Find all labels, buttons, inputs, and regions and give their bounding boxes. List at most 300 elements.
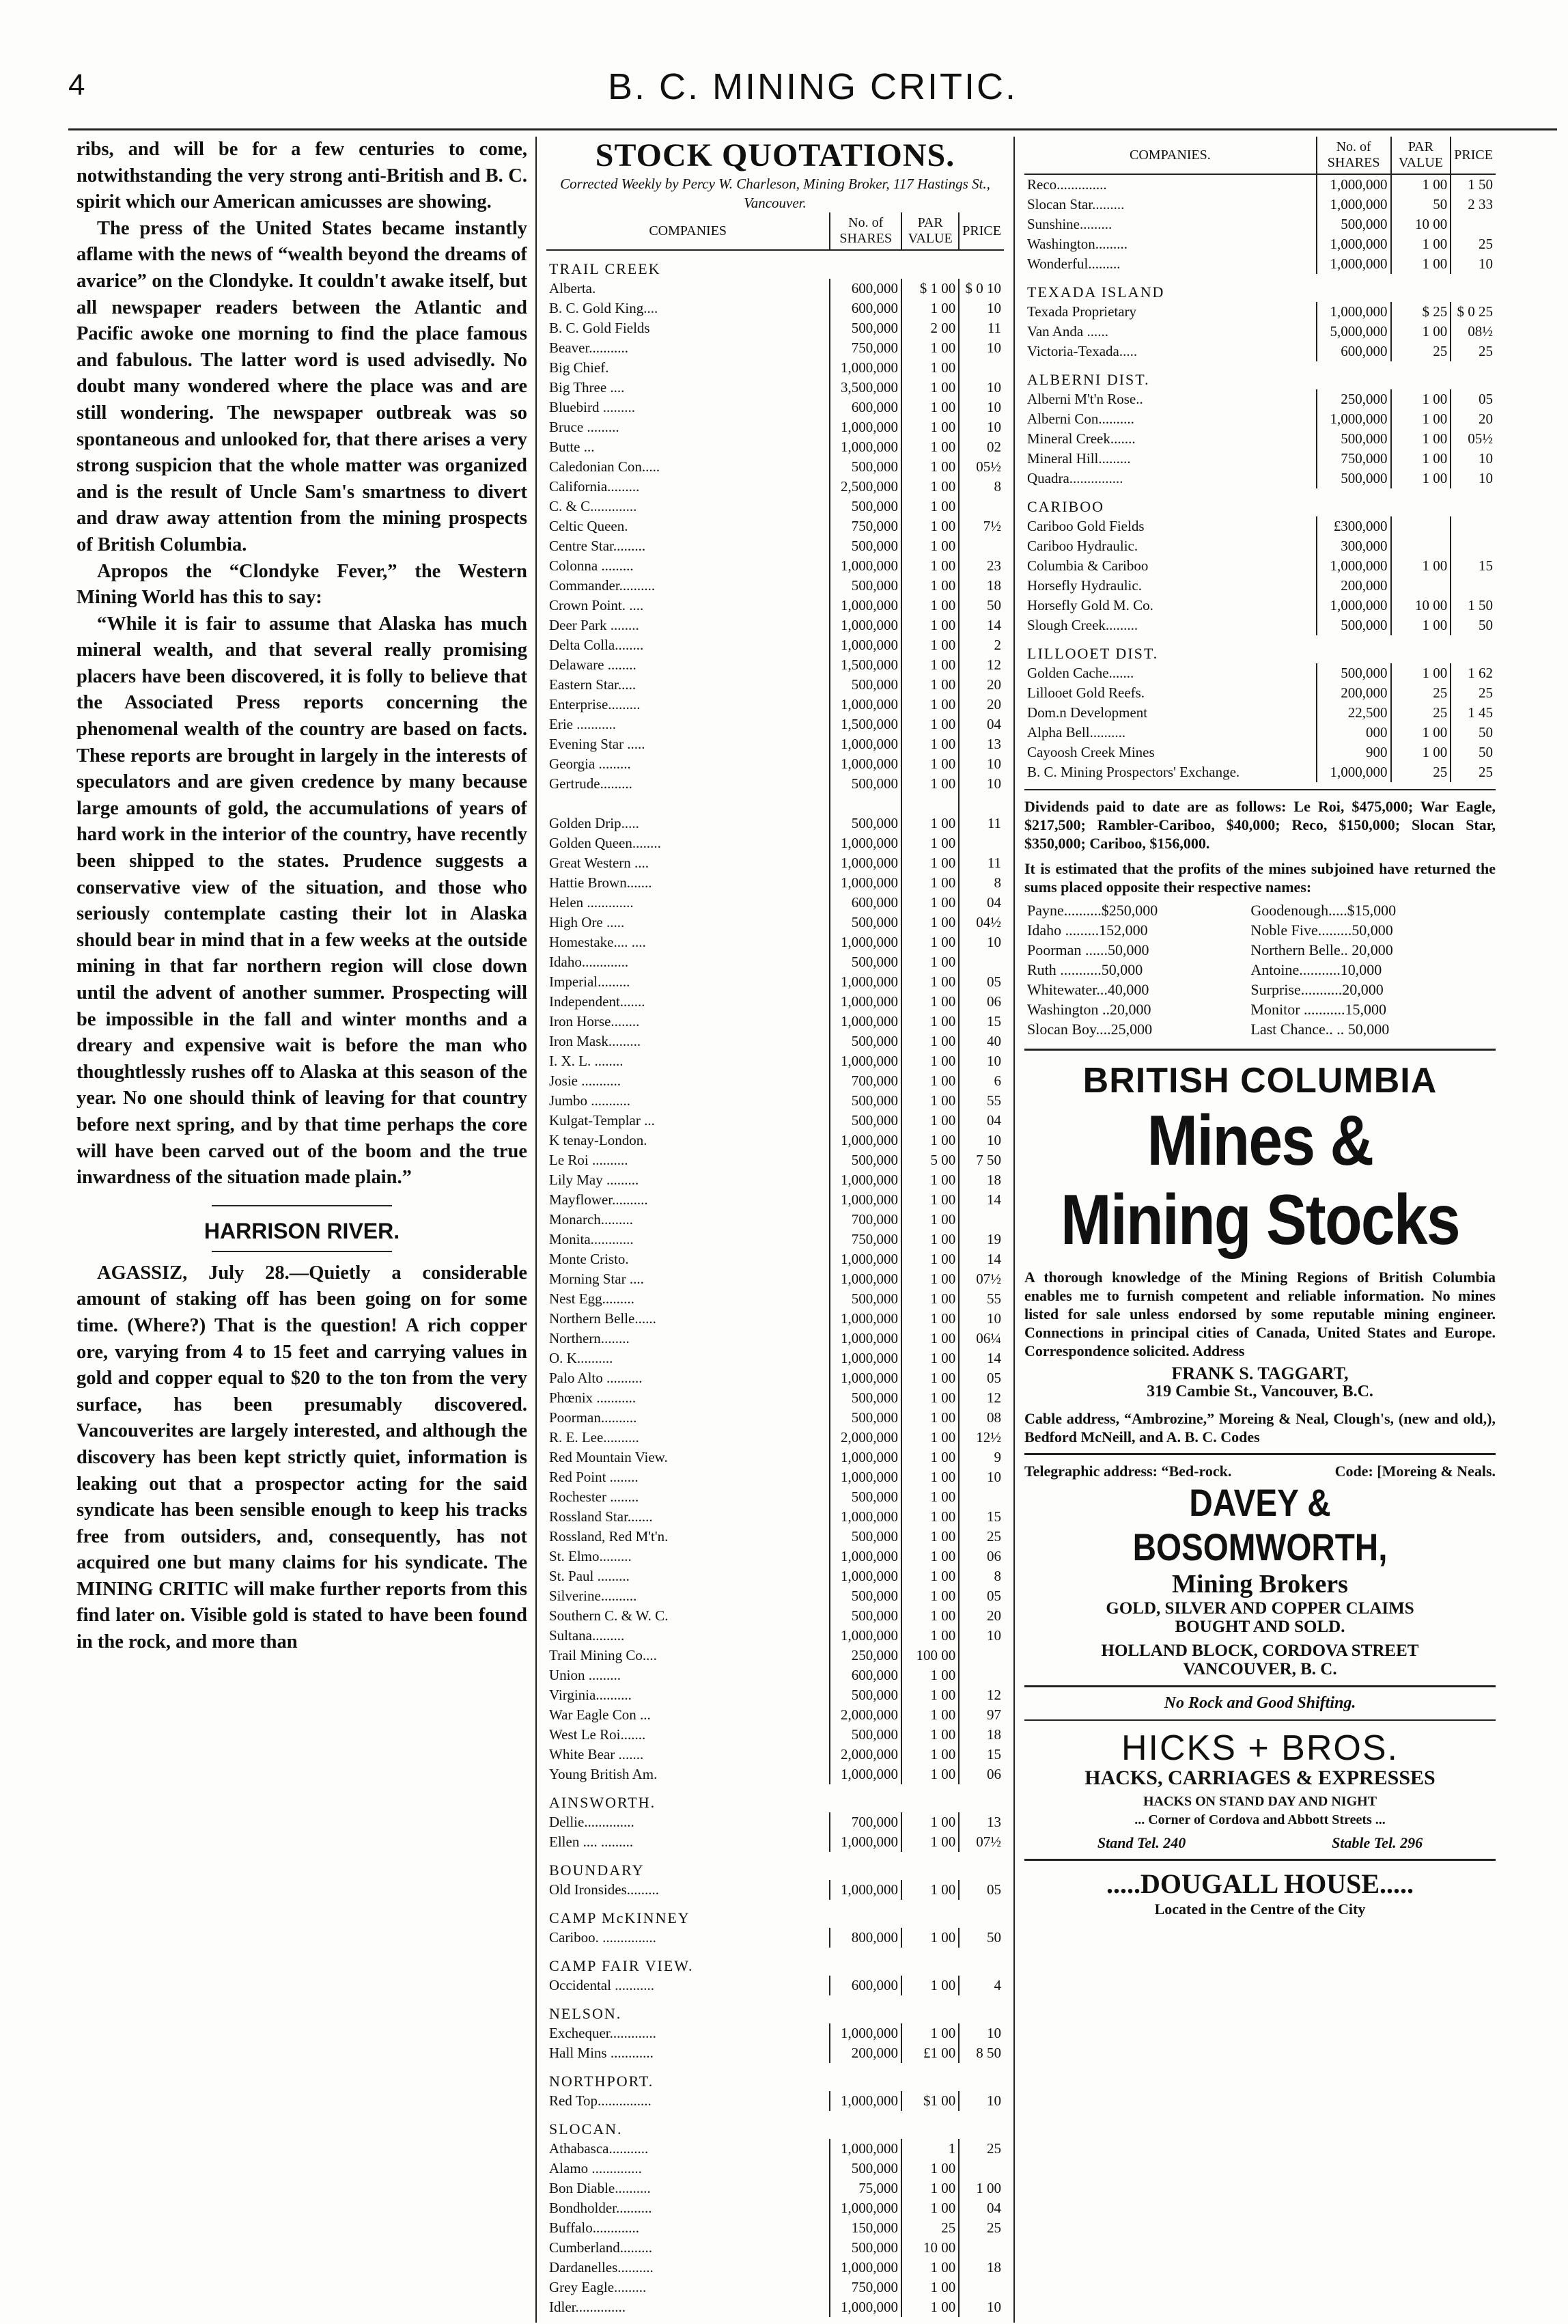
group-label: CARIBOO [1027, 498, 1105, 515]
shares-cell: 200,000 [1317, 576, 1391, 596]
price-cell: 05 [1451, 389, 1496, 409]
par-cell: 1 00 [901, 1329, 959, 1348]
table-row [546, 1487, 1004, 1507]
price-cell [959, 358, 1004, 378]
par-cell: 1 00 [901, 417, 959, 437]
profit-row [1024, 980, 1496, 999]
ad-line: HACKS ON STAND DAY AND NIGHT [1143, 1794, 1377, 1809]
company-cell: Kulgat-Templar ... [549, 1112, 655, 1129]
par-cell: 5 00 [901, 1150, 959, 1170]
price-cell [959, 2238, 1004, 2258]
price-cell: 12 [959, 1388, 1004, 1408]
par-cell: £1 00 [901, 2043, 959, 2063]
masthead-title: B. C. MINING CRITIC. [608, 66, 1018, 107]
par-cell: 1 00 [901, 1487, 959, 1507]
article-paragraph: Apropos the “Clondyke Fever,” the Western Mining World has this to say: [76, 560, 527, 609]
table-row [1024, 703, 1496, 723]
price-cell: 20 [1451, 409, 1496, 429]
company-cell: Victoria-Texada..... [1027, 343, 1138, 359]
ad-line: ... Corner of Cordova and Abbott Streets ... [1134, 1812, 1386, 1827]
par-cell: 25 [901, 2218, 959, 2238]
par-cell: 1 00 [901, 1170, 959, 1190]
price-cell: 6 [959, 1071, 1004, 1091]
price-cell: 97 [959, 1705, 1004, 1725]
table-row [546, 596, 1004, 615]
par-cell: 25 [1391, 342, 1451, 361]
table-group-row [1024, 635, 1496, 663]
profit-cell: Antoine...........10,000 [1250, 961, 1382, 978]
shares-cell: 250,000 [1317, 389, 1391, 409]
par-cell: 1 00 [901, 576, 959, 596]
group-label: LILLOOET DIST. [1027, 645, 1159, 662]
price-cell: 55 [959, 1091, 1004, 1111]
profit-row [1024, 940, 1496, 960]
table-row [546, 1428, 1004, 1448]
shares-cell: 500,000 [830, 576, 901, 596]
par-cell [1391, 516, 1451, 536]
price-cell [1451, 516, 1496, 536]
company-cell: Bon Diable.......... [549, 2180, 651, 2196]
par-cell: 1 00 [1391, 322, 1451, 342]
table-row [546, 734, 1004, 754]
profit-cell: Washington ..20,000 [1027, 1001, 1151, 1018]
price-cell: 7½ [959, 516, 1004, 536]
header-rule [68, 128, 1557, 130]
table-row [546, 1329, 1004, 1348]
shares-cell: 1,000,000 [1317, 234, 1391, 254]
shares-cell: 1,000,000 [830, 1051, 901, 1071]
price-cell: 50 [959, 1928, 1004, 1948]
shares-cell: 750,000 [830, 338, 901, 358]
company-cell: Horsefly Gold M. Co. [1027, 597, 1153, 613]
shares-cell: 750,000 [1317, 449, 1391, 469]
table-row [546, 1547, 1004, 1566]
company-cell: Slocan Star......... [1027, 196, 1125, 212]
par-cell: 1 00 [901, 2178, 959, 2198]
company-cell: White Bear ....... [549, 1746, 644, 1762]
table-row [1024, 322, 1496, 342]
par-cell: 1 00 [901, 715, 959, 734]
par-cell: 1 00 [901, 1091, 959, 1111]
shares-cell: 1,000,000 [830, 437, 901, 457]
shares-cell: 1,000,000 [830, 1269, 901, 1289]
par-cell: 2 00 [901, 318, 959, 338]
company-cell: Le Roi .......... [549, 1152, 628, 1168]
par-cell: 1 00 [901, 596, 959, 615]
company-cell: Union ......... [549, 1667, 621, 1683]
price-cell: 10 [959, 1309, 1004, 1329]
company-cell: Texada Proprietary [1027, 303, 1137, 320]
price-cell: 08½ [1451, 322, 1496, 342]
table-row [546, 1725, 1004, 1745]
par-cell: 1 00 [901, 1269, 959, 1289]
company-cell: Independent....... [549, 993, 645, 1010]
price-cell [959, 794, 1004, 814]
company-cell: Erie ........... [549, 716, 616, 732]
column-rule [535, 137, 537, 2323]
shares-cell: 1,000,000 [1317, 762, 1391, 782]
shares-cell: 1,000,000 [830, 1765, 901, 1784]
company-cell: Idaho............. [549, 954, 629, 970]
shares-cell: 750,000 [830, 516, 901, 536]
table-row [546, 853, 1004, 873]
par-cell: 1 00 [901, 516, 959, 536]
telegraphic-row [1024, 1462, 1496, 1480]
price-cell [959, 1487, 1004, 1507]
company-cell: Sultana......... [549, 1627, 625, 1644]
par-cell: 1 00 [901, 1032, 959, 1051]
shares-cell: 1,500,000 [830, 655, 901, 675]
shares-cell: £300,000 [1317, 516, 1391, 536]
price-cell [1451, 576, 1496, 596]
table-row [546, 695, 1004, 715]
price-cell: 06¼ [959, 1329, 1004, 1348]
group-label: ALBERNI DIST. [1027, 371, 1150, 388]
table-group-row [1024, 488, 1496, 516]
profit-cell: Slocan Boy....25,000 [1027, 1021, 1153, 1038]
company-cell: Red Top............... [549, 2092, 652, 2109]
company-cell: Cayoosh Creek Mines [1027, 744, 1155, 760]
company-cell: Van Anda ...... [1027, 323, 1108, 340]
par-cell: 1 00 [901, 615, 959, 635]
ad-line: HOLLAND BLOCK, CORDOVA STREET [1101, 1642, 1419, 1660]
group-label: TRAIL CREEK [549, 260, 661, 277]
table-group-row [1024, 361, 1496, 389]
company-cell: Idler.............. [549, 2299, 626, 2315]
shares-cell: 500,000 [830, 318, 901, 338]
company-cell: Lily May ......... [549, 1172, 639, 1188]
price-cell: 1 50 [1451, 596, 1496, 615]
price-cell [959, 833, 1004, 853]
table-row [546, 1976, 1004, 1995]
company-cell: Evening Star ..... [549, 736, 645, 752]
par-cell: 1 00 [901, 675, 959, 695]
table-row [546, 516, 1004, 536]
table-row [546, 675, 1004, 695]
price-cell [959, 1646, 1004, 1665]
shares-cell: 1,000,000 [1317, 409, 1391, 429]
company-cell: Iron Horse........ [549, 1013, 640, 1029]
table-row [546, 417, 1004, 437]
price-cell: 15 [959, 1507, 1004, 1527]
shares-cell: 1,000,000 [830, 596, 901, 615]
par-cell: 1 00 [901, 655, 959, 675]
price-cell [959, 1665, 1004, 1685]
company-cell: Washington......... [1027, 236, 1128, 252]
par-cell: 1 00 [901, 1566, 959, 1586]
price-cell: 04½ [959, 913, 1004, 932]
table-row [546, 814, 1004, 833]
column-header: PRICE [1451, 137, 1496, 174]
table-row [546, 457, 1004, 477]
table-row [546, 338, 1004, 358]
shares-cell: 1,000,000 [830, 2139, 901, 2159]
price-cell: $ 0 10 [959, 279, 1004, 299]
company-cell: Beaver........... [549, 340, 629, 356]
par-cell: 100 00 [901, 1646, 959, 1665]
par-cell: 1 00 [901, 913, 959, 932]
table-row [546, 1388, 1004, 1408]
table-row [546, 2159, 1004, 2178]
price-cell: 7 50 [959, 1150, 1004, 1170]
price-cell: 10 [1451, 449, 1496, 469]
shares-cell: 1,000,000 [830, 1329, 901, 1348]
par-cell: 25 [1391, 683, 1451, 703]
company-cell: Phœnix ........... [549, 1389, 636, 1406]
shares-cell: 1,000,000 [830, 873, 901, 893]
par-cell: 25 [1391, 762, 1451, 782]
shares-cell: 500,000 [830, 1091, 901, 1111]
company-cell: Grey Eagle......... [549, 2279, 647, 2295]
price-cell: $ 0 25 [1451, 302, 1496, 322]
company-cell: Alamo .............. [549, 2160, 642, 2176]
shares-cell: 500,000 [830, 1388, 901, 1408]
company-cell: Mayflower.......... [549, 1191, 648, 1208]
table-row [1024, 615, 1496, 635]
shares-cell: 500,000 [830, 774, 901, 794]
table-row [1024, 596, 1496, 615]
ad-british-columbia: BRITISH COLUMBIA [1082, 1061, 1438, 1101]
table-row [1024, 389, 1496, 409]
section-divider [212, 1205, 392, 1206]
price-cell: 25 [1451, 683, 1496, 703]
profit-cell: Monitor ...........15,000 [1250, 1001, 1387, 1018]
par-cell: 1 00 [901, 1586, 959, 1606]
price-cell: 13 [959, 1812, 1004, 1832]
price-cell: 1 45 [1451, 703, 1496, 723]
shares-cell: 500,000 [1317, 663, 1391, 683]
table-row [546, 913, 1004, 932]
price-cell: 05 [959, 1880, 1004, 1900]
price-cell: 19 [959, 1230, 1004, 1249]
par-cell: 1 00 [901, 1348, 959, 1368]
table-row [546, 972, 1004, 992]
table-group-row [546, 1784, 1004, 1812]
section-divider [1024, 1453, 1496, 1455]
table-row [546, 1566, 1004, 1586]
price-cell: 10 [959, 2091, 1004, 2111]
shares-cell: 500,000 [830, 675, 901, 695]
table-row [546, 1289, 1004, 1309]
table-row [546, 1467, 1004, 1487]
shares-cell: 1,000,000 [830, 1467, 901, 1487]
shares-cell: 500,000 [830, 913, 901, 932]
profit-row [1024, 1019, 1496, 1039]
company-cell: Bruce ......... [549, 419, 619, 435]
price-cell: 11 [959, 853, 1004, 873]
par-cell: 1 00 [901, 1111, 959, 1131]
par-cell: 1 00 [1391, 615, 1451, 635]
table-row [546, 952, 1004, 972]
stock-quotations-subtitle: Corrected Weekly by Percy W. Charleson, Mining Broker, 117 Hastings St., Vancouver. [560, 176, 990, 211]
company-cell: Columbia & Cariboo [1027, 557, 1149, 574]
company-cell: Palo Alto .......... [549, 1370, 643, 1386]
table-row [546, 1190, 1004, 1210]
company-cell: Big Three .... [549, 379, 625, 396]
shares-cell: 1,000,000 [830, 932, 901, 952]
company-cell: Centre Star......... [549, 538, 646, 554]
dividends-note: Dividends paid to date are as follows: Le Roi, $475,000; War Eagle, $217,500; Rambler-Cariboo, $40,000; Reco, $150,000; Slocan Star, $350,000; Cariboo, $156,000. [1024, 798, 1496, 852]
company-cell: Rochester ........ [549, 1489, 639, 1505]
price-cell: 14 [959, 1348, 1004, 1368]
par-cell: 1 00 [901, 2023, 959, 2043]
table-row [546, 1527, 1004, 1547]
company-cell: California......... [549, 478, 640, 495]
par-cell: 1 00 [901, 1705, 959, 1725]
price-cell: 8 50 [959, 2043, 1004, 2063]
price-cell: 25 [1451, 342, 1496, 361]
table-row [546, 279, 1004, 299]
table-row [546, 2297, 1004, 2317]
shares-cell: 500,000 [830, 1289, 901, 1309]
price-cell: 06 [959, 1547, 1004, 1566]
price-cell: 10 [959, 2297, 1004, 2317]
par-cell: 1 00 [901, 398, 959, 417]
par-cell: 1 00 [901, 833, 959, 853]
par-cell: 1 00 [901, 457, 959, 477]
company-cell: Imperial......... [549, 973, 630, 990]
table-row [1024, 409, 1496, 429]
par-cell: 1 00 [901, 1388, 959, 1408]
shares-cell: 500,000 [830, 1586, 901, 1606]
par-cell: 1 00 [901, 1880, 959, 1900]
table-row [546, 576, 1004, 596]
shares-cell: 2,500,000 [830, 477, 901, 497]
par-cell: 1 00 [901, 2198, 959, 2218]
par-cell: 1 00 [901, 1408, 959, 1428]
price-cell: 07½ [959, 1269, 1004, 1289]
section-divider [1024, 1685, 1496, 1687]
shares-cell: 1,000,000 [830, 695, 901, 715]
company-cell: Deer Park ........ [549, 617, 639, 633]
par-cell: 1 00 [1391, 556, 1451, 576]
company-cell: Young British Am. [549, 1766, 658, 1782]
company-cell: Dardanelles.......... [549, 2259, 654, 2275]
par-cell: 1 00 [1391, 663, 1451, 683]
par-cell: 1 00 [901, 893, 959, 913]
shares-cell: 1,000,000 [830, 2297, 901, 2317]
company-cell: Hall Mins ............ [549, 2045, 654, 2061]
table-row [546, 1249, 1004, 1269]
shares-cell: 1,000,000 [830, 853, 901, 873]
par-cell: 1 00 [901, 1051, 959, 1071]
table-row [546, 1745, 1004, 1765]
article-paragraph: ribs, and will be for a few centuries to come, notwithstanding the very strong anti-British and B. C. spirit which our American amicusses are showing. [76, 139, 527, 213]
column-header: No. of SHARES [830, 212, 901, 250]
shares-cell: 1,000,000 [1317, 556, 1391, 576]
column-header: COMPANIES. [1024, 137, 1317, 174]
shares-cell: 300,000 [1317, 536, 1391, 556]
company-cell: Mineral Hill......... [1027, 450, 1131, 467]
table-row [546, 1765, 1004, 1784]
group-label: TEXADA ISLAND [1027, 283, 1165, 301]
par-cell: 1 00 [901, 754, 959, 774]
company-cell: Butte ... [549, 439, 595, 455]
price-cell [959, 952, 1004, 972]
price-cell: 04 [959, 1111, 1004, 1131]
price-cell: 11 [959, 814, 1004, 833]
company-cell: St. Elmo......... [549, 1548, 632, 1564]
column-rule [1013, 137, 1015, 2323]
par-cell: 1 00 [901, 299, 959, 318]
tel-row [1024, 1834, 1496, 1852]
price-cell: 50 [1451, 743, 1496, 762]
table-row [1024, 254, 1496, 274]
company-cell: O. K.......... [549, 1350, 613, 1366]
shares-cell: 1,000,000 [830, 972, 901, 992]
par-cell: 1 00 [1391, 389, 1451, 409]
table-row [546, 1348, 1004, 1368]
shares-cell: 1,000,000 [830, 1012, 901, 1032]
shares-cell: 1,000,000 [830, 1507, 901, 1527]
ad-line: BOUGHT AND SOLD. [1175, 1618, 1345, 1636]
price-cell: 10 [959, 754, 1004, 774]
par-cell: 1 00 [901, 972, 959, 992]
price-cell: 18 [959, 1725, 1004, 1745]
price-cell: 12 [959, 655, 1004, 675]
par-cell: 1 00 [901, 1507, 959, 1527]
table-row [546, 1507, 1004, 1527]
company-cell: Gertrude......... [549, 775, 632, 792]
profit-row [1024, 900, 1496, 920]
shares-cell: 1,000,000 [830, 734, 901, 754]
par-cell: 1 00 [901, 1606, 959, 1626]
table-row [546, 655, 1004, 675]
table-row [546, 2178, 1004, 2198]
shares-cell: 500,000 [830, 1487, 901, 1507]
shares-cell: 1,000,000 [1317, 254, 1391, 274]
table-row [546, 2218, 1004, 2238]
company-cell: Occidental ........... [549, 1977, 654, 1993]
table-row [1024, 174, 1496, 195]
company-cell: Alpha Bell.......... [1027, 724, 1126, 741]
group-label: NELSON. [549, 2005, 622, 2022]
table-row [1024, 195, 1496, 215]
par-cell: 1 00 [901, 1467, 959, 1487]
company-cell: Monarch......... [549, 1211, 634, 1228]
table-row [546, 1032, 1004, 1051]
price-cell: 18 [959, 576, 1004, 596]
shares-cell: 500,000 [1317, 615, 1391, 635]
column-1 [76, 137, 527, 2319]
table-row [546, 615, 1004, 635]
section-heading: HARRISON RIVER. [204, 1218, 400, 1243]
par-cell [901, 794, 959, 814]
shares-cell: 500,000 [830, 497, 901, 516]
company-cell: Slough Creek......... [1027, 617, 1138, 633]
company-cell: St. Paul ......... [549, 1568, 630, 1584]
table-row [546, 536, 1004, 556]
shares-cell: 1,000,000 [1317, 195, 1391, 215]
shares-cell: 2,000,000 [830, 1428, 901, 1448]
ad-hacks: HACKS, CARRIAGES & EXPRESSES [1084, 1767, 1436, 1789]
company-cell: Exchequer............. [549, 2025, 656, 2041]
table-row [546, 398, 1004, 417]
company-cell: I. X. L. ........ [549, 1053, 624, 1069]
price-cell: 50 [1451, 615, 1496, 635]
par-cell: 1 00 [901, 1249, 959, 1269]
par-cell: 1 00 [901, 1725, 959, 1745]
company-cell: Poorman.......... [549, 1409, 637, 1426]
shares-cell: 75,000 [830, 2178, 901, 2198]
shares-cell: 3,500,000 [830, 378, 901, 398]
table-row [1024, 663, 1496, 683]
price-cell: 06 [959, 992, 1004, 1012]
table-row [546, 2238, 1004, 2258]
company-cell: Celtic Queen. [549, 518, 628, 534]
price-cell: 25 [1451, 234, 1496, 254]
par-cell: 1 00 [901, 774, 959, 794]
